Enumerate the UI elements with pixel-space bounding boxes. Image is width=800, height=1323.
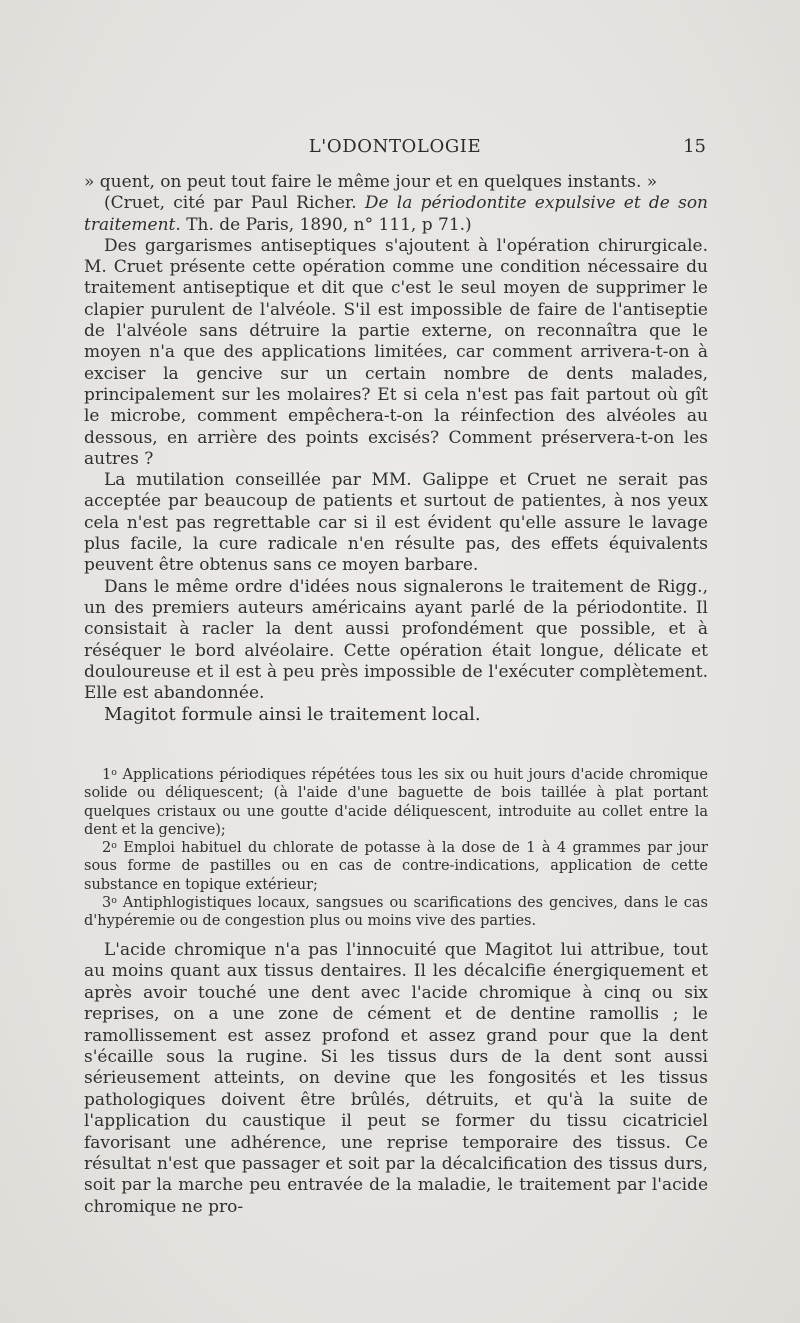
running-title: L'ODONTOLOGIE	[308, 136, 482, 157]
main-text-top	[84, 172, 708, 726]
citation-suffix: . Th. de Paris, 1890, n° 111, p 71.)	[175, 214, 472, 235]
ordinal-marker: o	[111, 839, 117, 851]
page-number: 15	[683, 136, 706, 157]
list-item-number: 3	[102, 895, 112, 912]
list-item-text: Applications périodiques répétées tous les six ou huit jours d'acide chromique solide ou déliquescent; (à l'aide d'une baguette de bois taillée à plat portant quelques cristaux ou une goutte d'acide déliquescent, introduite au collet entre la dent et la gencive);	[84, 767, 708, 838]
citation-prefix: (Cruet, cité par Paul Richer.	[104, 193, 365, 214]
citation-title: De la périodontite expulsive et de son traitement	[84, 193, 709, 235]
treatment-list	[84, 766, 708, 931]
main-text-bottom	[84, 940, 708, 1218]
list-item	[84, 839, 708, 894]
paragraph-mutilation: La mutilation conseillée par MM. Galippe et Cruet ne serait pas acceptée par beaucoup de patients et surtout de patientes, à nos yeux cela n'est pas regrettable car si il est évident qu'elle assure le lavage plus facile, la cure radicale n'en résulte pas, des effets équivalents peuvent être obtenus sans ce moyen barbare.	[84, 470, 708, 576]
page-header	[84, 136, 706, 164]
list-item	[84, 766, 708, 839]
paragraph-magitot: Magitot formule ainsi le traitement local.	[104, 704, 481, 726]
ordinal-marker: o	[111, 766, 117, 778]
list-item	[84, 894, 708, 931]
paragraph-acide-chromique: L'acide chromique n'a pas l'innocuité que Magitot lui attribue, tout au moins quant aux tissus dentaires. Il les décalcifie énergiquement et après avoir touché une dent avec l'acide chromique à cinq ou six reprises, on a une zone de cément et de dentine ramollis ; le ramollissement est assez profond et assez grand pour que la dent s'écaille sous la rugine. Si les tissus durs de la dent sont aussi sérieusement atteints, on devine que les fongosités et les tissus pathologiques doivent être brûlés, détruits, et qu'à la suite de l'application du caustique il peut se former du tissu cicatriciel favorisant une adhérence, une reprise temporaire des tissus. Ce résultat n'est que passager et soit par la décalcification des tissus durs, soit par la marche peu entravée de la maladie, le traitement par l'acide chromique ne pro-	[84, 940, 708, 1217]
ordinal-marker: o	[111, 894, 117, 906]
list-item-text: Antiphlogistiques locaux, sangsues ou scarifications des gencives, dans le cas d'hypéremie ou de congestion plus ou moins vive des parties.	[84, 895, 708, 930]
list-item-number: 1	[102, 767, 112, 783]
paragraph-rigg: Dans le même ordre d'idées nous signalerons le traitement de Rigg., un des premiers auteurs américains ayant parlé de la périodontite. Il consistait à racler la dent aussi profondément que possible, et à réséquer le bord alvéolaire. Cette opération était longue, délicate et douloureuse et il est à peu près impossible de l'exécuter complètement. Elle est abandonnée.	[84, 576, 708, 704]
list-item-text: Emploi habituel du chlorate de potasse à la dose de 1 à 4 grammes par jour sous forme de pastilles ou en cas de contre-indications, application de cette substance en topique extérieur;	[84, 840, 708, 893]
list-item-number: 2	[102, 840, 112, 857]
paragraph-gargarismes: Des gargarismes antiseptiques s'ajoutent à l'opération chirurgicale. M. Cruet présente cette opération comme une condition nécessaire du traitement antiseptique et dit que c'est le seul moyen de supprimer le clapier purulent de l'alvéole. S'il est impossible de faire de l'antiseptie de l'alvéole sans détruire la partie externe, on reconnaîtra que le moyen n'a que des applications limitées, car comment arrivera-t-on à exciser la gencive sur un certain nombre de dents malades, principalement sur les molaires? Et si cela n'est pas fait partout où gît le microbe, comment empêchera-t-on la réinfection des alvéoles au dessous, en arrière des points excisés? Comment préservera-t-on les autres ?	[84, 235, 708, 469]
citation	[84, 193, 708, 236]
quote-continuation: » quent, on peut tout faire le même jour et en quelques instants. »	[84, 172, 658, 192]
